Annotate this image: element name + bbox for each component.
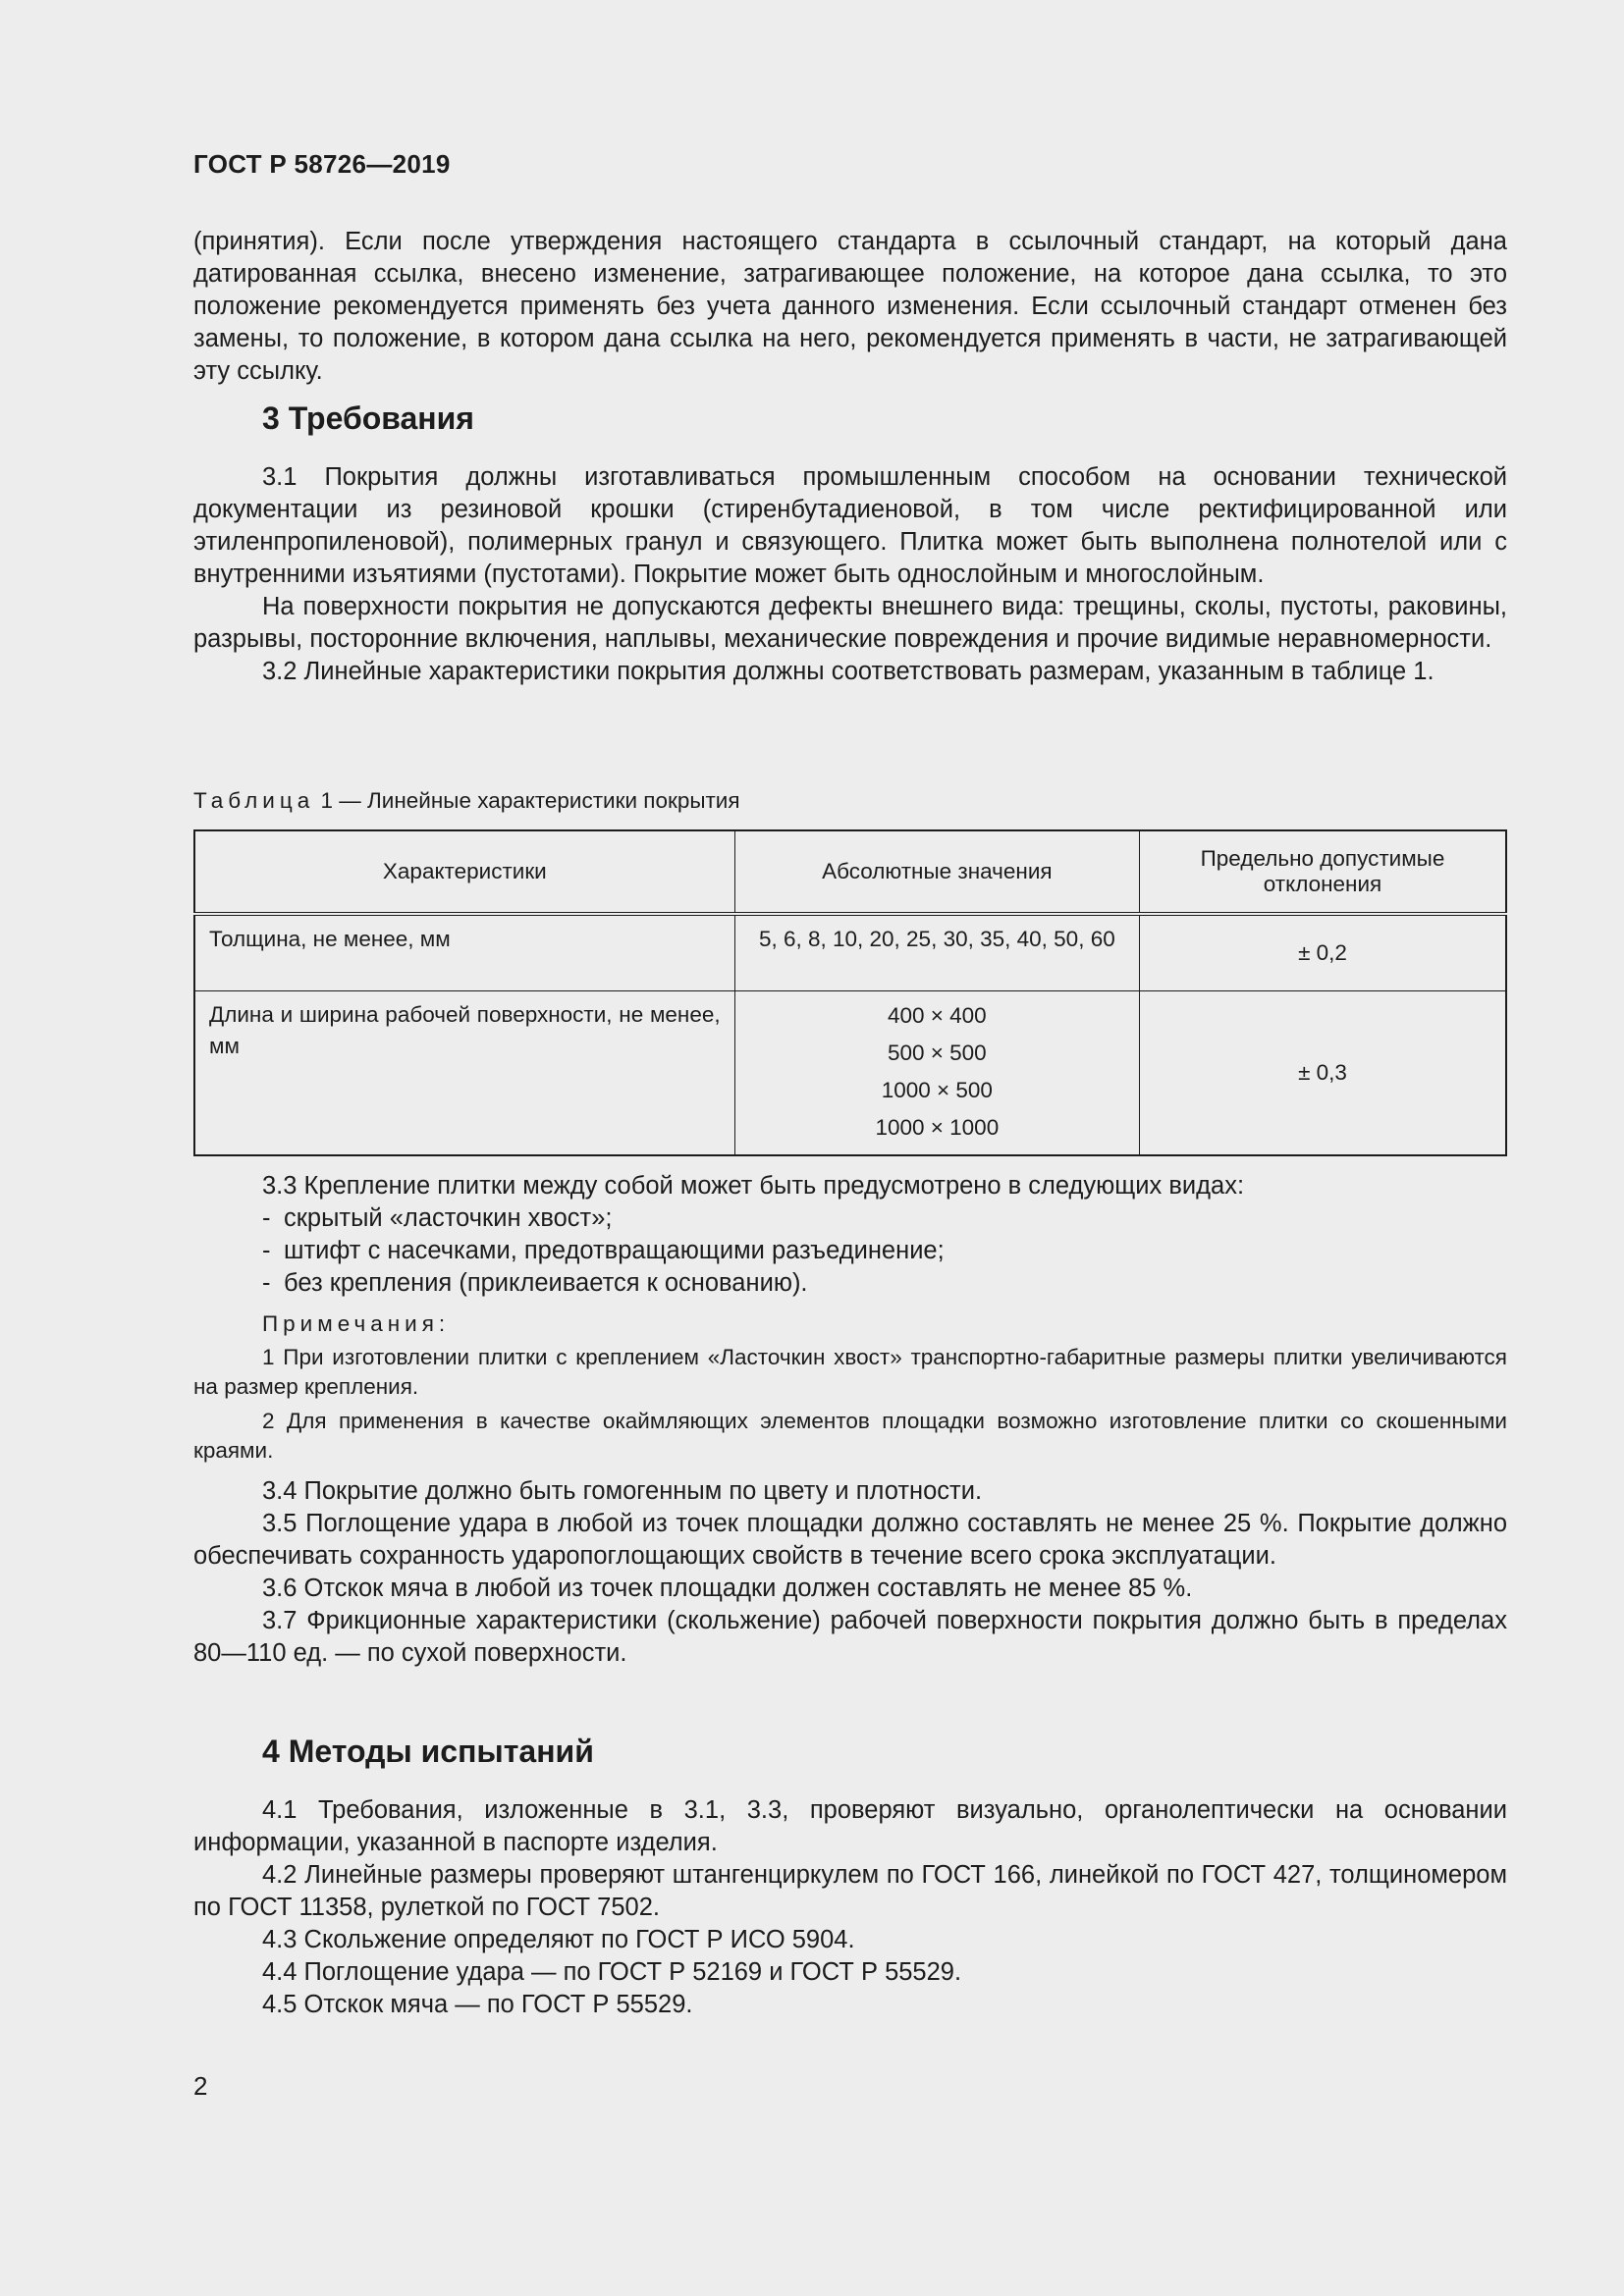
table-header-cell: Абсолютные значения [734, 830, 1139, 914]
section-3-body [193, 461, 1507, 688]
list-dash: - [262, 1237, 271, 1264]
table-caption [193, 788, 740, 814]
section-3-title: 3 Требования [262, 400, 474, 436]
paragraph-3-5: 3.5 Поглощение удара в любой из точек площадки должно составлять не менее 25 %. Покрытие должно обеспечивать сохранность ударопоглощающих свойств в течение всего срока эксплуатации. [193, 1510, 1507, 1570]
paragraph-3-2: 3.2 Линейные характеристики покрытия должны соответствовать размерам, указанным в таблице 1. [262, 658, 1435, 685]
intro-paragraph-block [193, 226, 1507, 388]
table-header-cell: Предельно допустимые отклонения [1140, 830, 1506, 914]
table-value-line: 1000 × 500 [881, 1077, 993, 1102]
list-dash: - [262, 1204, 271, 1232]
intro-paragraph: (принятия). Если после утверждения настоящего стандарта в ссылочный стандарт, на который дана датированная ссылка, внесено изменение, затрагивающее положение, на которое дана ссылка, то это положение рекомендуется применять без учета данного изменения. Если ссылочный стандарт отменен без замены, то положение, в котором дана ссылка на него, рекомендуется применять в части, не затрагивающей эту ссылку. [193, 228, 1507, 385]
table-row [194, 914, 1506, 990]
section-3-continued [193, 1170, 1507, 1670]
list-dash: - [262, 1269, 271, 1297]
table-value-line: 1000 × 1000 [875, 1114, 1000, 1140]
table-caption-text: 1 — Линейные характеристики покрытия [314, 788, 740, 813]
list-item-text: штифт с насечками, предотвращающими разъединение; [284, 1237, 945, 1264]
list-item-text: скрытый «ласточкин хвост»; [284, 1204, 613, 1232]
table-header-row [194, 830, 1506, 914]
paragraph-4-3: 4.3 Скольжение определяют по ГОСТ Р ИСО 5904. [262, 1926, 855, 1953]
table-value-line: 500 × 500 [887, 1040, 987, 1065]
list-item-text: без крепления (приклеивается к основанию). [284, 1269, 808, 1297]
paragraph-3-6: 3.6 Отскок мяча в любой из точек площадки должен составлять не менее 85 %. [262, 1575, 1193, 1602]
table-header-cell: Характеристики [194, 830, 734, 914]
document-id-header: ГОСТ Р 58726—2019 [193, 149, 451, 179]
paragraph-3-4: 3.4 Покрытие должно быть гомогенным по цвету и плотности. [262, 1477, 983, 1505]
list-item [193, 1267, 1507, 1300]
table-cell-values: 5, 6, 8, 10, 20, 25, 30, 35, 40, 50, 60 [734, 914, 1139, 990]
paragraph-3-7: 3.7 Фрикционные характеристики (скольжение) рабочей поверхности покрытия должно быть в пределах 80—110 ед. — по сухой поверхности. [193, 1607, 1507, 1667]
list-item [193, 1202, 1507, 1235]
section-4-body [193, 1794, 1507, 2021]
table-cell-tolerance: ± 0,3 [1140, 990, 1506, 1155]
paragraph-3-3: 3.3 Крепление плитки между собой может быть предусмотрено в следующих видах: [262, 1172, 1245, 1200]
note-2: 2 Для применения в качестве окаймляющих элементов площадки возможно изготовление плитки со скошенными краями. [193, 1409, 1507, 1463]
table-caption-prefix: Таблица [193, 788, 315, 813]
table-cell-characteristic: Длина и ширина рабочей поверхности, не менее, мм [194, 990, 734, 1155]
paragraph-3-1: 3.1 Покрытия должны изготавливаться промышленным способом на основании технической документации из резиновой крошки (стиренбутадиеновой, в том числе ректифицированной или этиленпропиленовой), полимерных гранул и связующего. Плитка может быть выполнена полнотелой или с внутренними изъятиями (пустотами). Покрытие может быть однослойным и многослойным. [193, 463, 1507, 588]
paragraph-4-5: 4.5 Отскок мяча — по ГОСТ Р 55529. [262, 1991, 693, 2018]
table-row [194, 990, 1506, 1155]
page-number: 2 [193, 2071, 208, 2101]
list-item [193, 1235, 1507, 1267]
table-value-line: 400 × 400 [887, 1002, 987, 1028]
table-cell-tolerance: ± 0,2 [1140, 914, 1506, 990]
paragraph-4-2: 4.2 Линейные размеры проверяют штангенциркулем по ГОСТ 166, линейкой по ГОСТ 427, толщиномером по ГОСТ 11358, рулеткой по ГОСТ 7502. [193, 1861, 1507, 1921]
paragraph-4-1: 4.1 Требования, изложенные в 3.1, 3.3, проверяют визуально, органолептически на основании информации, указанной в паспорте изделия. [193, 1796, 1507, 1856]
paragraph-4-4: 4.4 Поглощение удара — по ГОСТ Р 52169 и ГОСТ Р 55529. [262, 1958, 962, 1986]
section-4-title: 4 Методы испытаний [262, 1734, 594, 1769]
table-cell-characteristic: Толщина, не менее, мм [194, 914, 734, 990]
table-cell-values [734, 990, 1139, 1155]
characteristics-table [193, 829, 1507, 1156]
note-1: 1 При изготовлении плитки с креплением «Ласточкин хвост» транспортно-габаритные размеры плитки увеличиваются на размер крепления. [193, 1345, 1507, 1399]
document-page [193, 0, 1507, 2296]
paragraph-3-1-defects: На поверхности покрытия не допускаются дефекты внешнего вида: трещины, сколы, пустоты, раковины, разрывы, посторонние включения, наплывы, механические повреждения и прочие видимые неравномерности. [193, 593, 1507, 653]
notes-title: Примечания: [262, 1311, 451, 1336]
